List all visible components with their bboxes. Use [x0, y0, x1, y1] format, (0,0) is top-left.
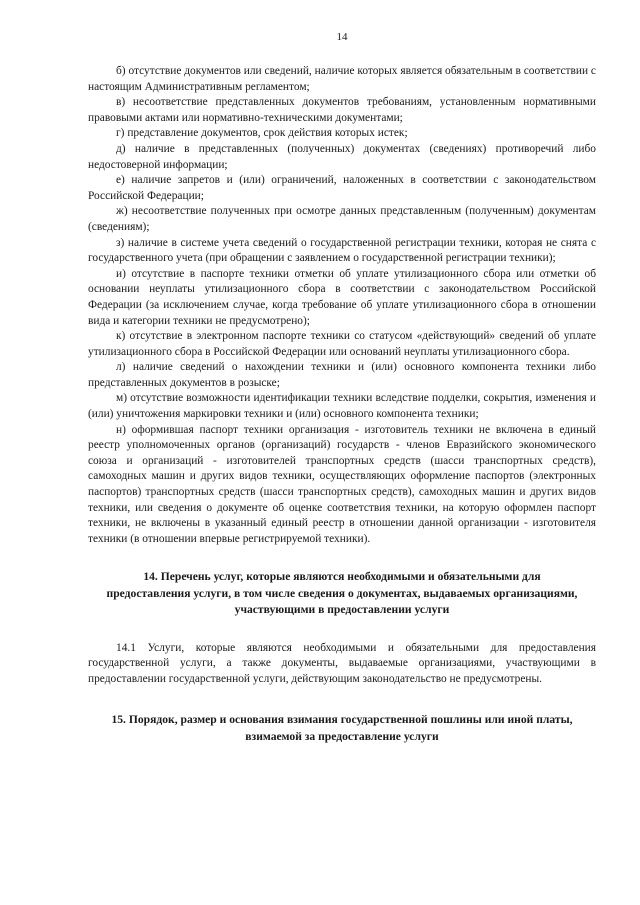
section-15-heading: 15. Порядок, размер и основания взимания государственной пошлины или иной платы, взимаемой за предоставление услуги [111, 713, 573, 743]
refusal-grounds-list [88, 64, 596, 547]
list-item-n: н) оформившая паспорт техники организация - изготовитель техники не включена в единый реестр уполномоченных органов (организаций) государств - членов Евразийского экономического союза и организаций - изготовителей транспортных средств (шасси транспортных средств), самоходных машин и других видов техники, осуществляющих оформление паспортов (электронных паспортов) транспортных средств (шасси транспортных средств), самоходных машин и других видов техники, или сведения о документе об оценке соответствия техники, на которую оформлен паспорт техники, не включены в указанный единый реестр в отношении данной организации - изготовителя техники (в отношении впервые регистрируемой техники). [88, 423, 596, 545]
page-number: 14 [336, 31, 348, 43]
list-item-z: з) наличие в системе учета сведений о государственной регистрации техники, которая не снята с государственного учета (при обращении с заявлением о государственной регистрации техники); [88, 236, 596, 265]
list-item-m: м) отсутствие возможности идентификации техники вследствие подделки, сокрытия, изменения и (или) уничтожения маркировки техники и (или) основного компонента техники; [88, 392, 596, 421]
list-item-i: и) отсутствие в паспорте техники отметки об уплате утилизационного сбора или отметки об основании неуплаты утилизационного сбора в соответствии с законодательством Российской Федерации (за исключением случае, когда требование об уплате утилизационного сбора в отношении вида и категории техники не предусмотрено); [88, 267, 596, 327]
list-item-d: д) наличие в представленных (полученных) документах (сведениях) противоречий либо недостоверной информации; [88, 142, 596, 171]
list-item-l: л) наличие сведений о нахождении техники и (или) основного компонента техники либо представленных документов в розыске; [88, 361, 596, 389]
list-item-e: е) наличие запретов и (или) ограничений, наложенных в соответствии с законодательством Российской Федерации; [88, 174, 596, 202]
section-14-heading: 14. Перечень услуг, которые являются необходимыми и обязательными для предоставления услуги, в том числе сведения о документах, выдаваемых организациями, участвующими в предоставлении услуги [106, 570, 578, 617]
document-page [88, 30, 596, 745]
list-item-k: к) отсутствие в электронном паспорте техники со статусом «действующий» сведений об уплате утилизационного сбора в Российской Федерации или оснований неуплаты утилизационного сбора. [88, 330, 596, 358]
section-14-paragraph: 14.1 Услуги, которые являются необходимыми и обязательными для предоставления государственной услуги, а также документы, выдаваемые организациями, участвующими в предоставлении государственной услуги, действующим законодательство не предусмотрены. [88, 641, 596, 685]
list-item-g: г) представление документов, срок действия которых истек; [116, 127, 408, 140]
list-item-b: б) отсутствие документов или сведений, наличие которых является обязательным в соответствии с настоящим Административным регламентом; [88, 65, 596, 93]
list-item-v: в) несоответствие представленных документов требованиям, установленным нормативными правовыми актами или нормативно-техническими документами; [88, 96, 596, 124]
list-item-zh: ж) несоответствие полученных при осмотре данных представленным (полученным) документам (сведениям); [88, 205, 596, 233]
